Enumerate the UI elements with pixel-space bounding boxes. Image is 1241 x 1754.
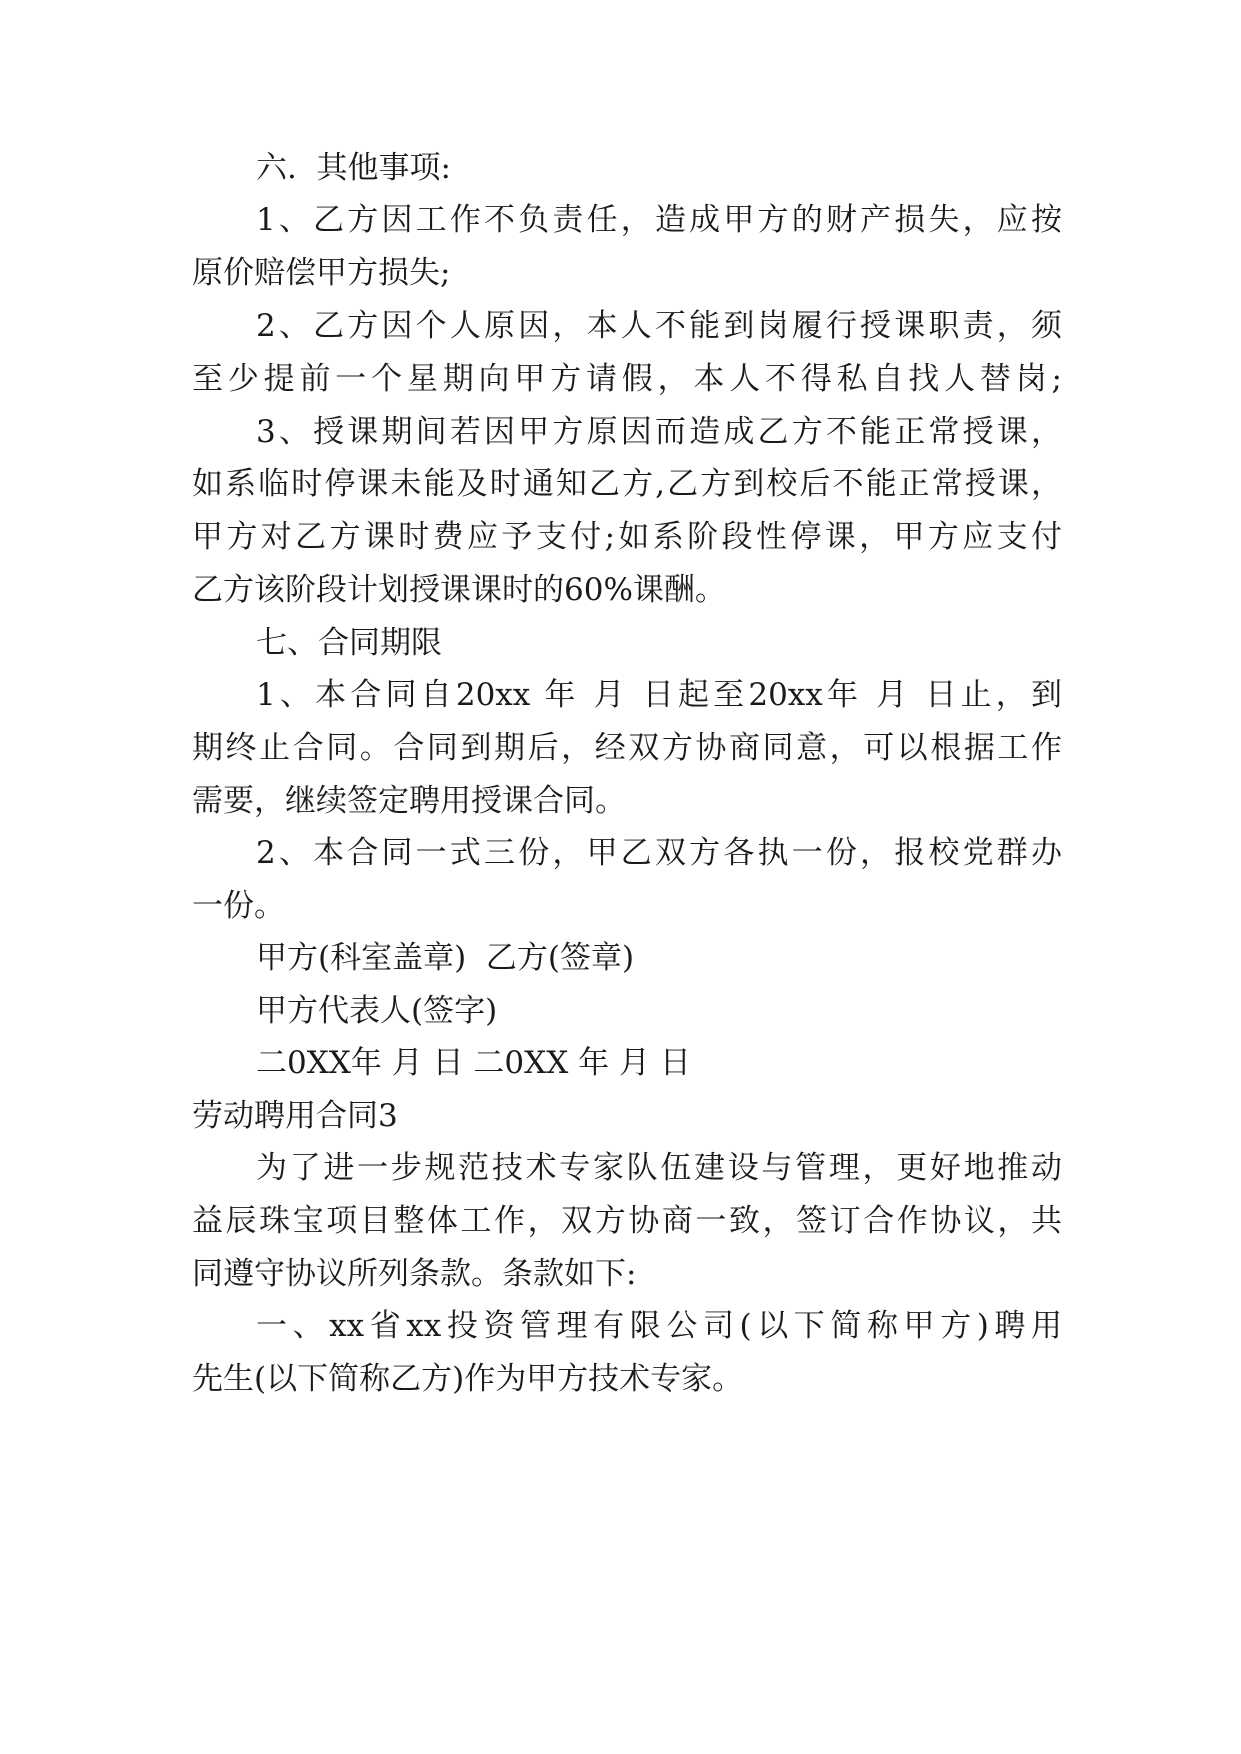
paragraph-line: 2、乙方因个人原因，本人不能到岗履行授课职责，须 bbox=[256, 308, 1062, 344]
paragraph-line: 益辰珠宝项目整体工作，双方协商一致，签订合作协议，共 bbox=[192, 1203, 1062, 1239]
paragraph-line: 乙方该阶段计划授课课时的60%课酬。 bbox=[192, 572, 726, 608]
paragraph-line: 甲方对乙方课时费应予支付;如系阶段性停课，甲方应支付 bbox=[192, 519, 1062, 555]
paragraph-line: 需要，继续签定聘用授课合同。 bbox=[192, 783, 626, 819]
paragraph-line: 原价赔偿甲方损失; bbox=[192, 255, 451, 291]
paragraph-line: 期终止合同。合同到期后，经双方协商同意，可以根据工作 bbox=[192, 730, 1062, 766]
paragraph-line: 3、授课期间若因甲方原因而造成乙方不能正常授课， bbox=[256, 414, 1062, 450]
paragraph-line: 一份。 bbox=[192, 888, 285, 924]
paragraph-line: 为了进一步规范技术专家队伍建设与管理，更好地推动 bbox=[256, 1150, 1062, 1186]
paragraph-line: 1、本合同自20xx 年 月 日起至20xx年 月 日止，到 bbox=[256, 677, 1062, 713]
signature-date-line: 二0XX年 月 日 二0XX 年 月 日 bbox=[256, 1045, 691, 1081]
paragraph-line: 一、xx省xx投资管理有限公司(以下简称甲方)聘用 bbox=[256, 1308, 1062, 1344]
paragraph-line: 至少提前一个星期向甲方请假，本人不得私自找人替岗; bbox=[192, 361, 1062, 397]
paragraph-line: 2、本合同一式三份，甲乙双方各执一份，报校党群办 bbox=[256, 835, 1062, 871]
section-heading-contract-term: 七、合同期限 bbox=[256, 625, 442, 661]
section-heading-other-matters: 六. 其他事项: bbox=[256, 150, 452, 186]
paragraph-line: 1、乙方因工作不负责任，造成甲方的财产损失，应按 bbox=[256, 202, 1062, 238]
signature-representative-line: 甲方代表人(签字) bbox=[256, 993, 498, 1029]
contract-title: 劳动聘用合同3 bbox=[192, 1098, 398, 1134]
paragraph-line: 同遵守协议所列条款。条款如下: bbox=[192, 1256, 637, 1292]
paragraph-line: 如系临时停课未能及时通知乙方,乙方到校后不能正常授课， bbox=[192, 466, 1062, 502]
signature-parties-line: 甲方(科室盖章) 乙方(签章) bbox=[256, 940, 635, 976]
paragraph-line: 先生(以下简称乙方)作为甲方技术专家。 bbox=[192, 1361, 744, 1397]
